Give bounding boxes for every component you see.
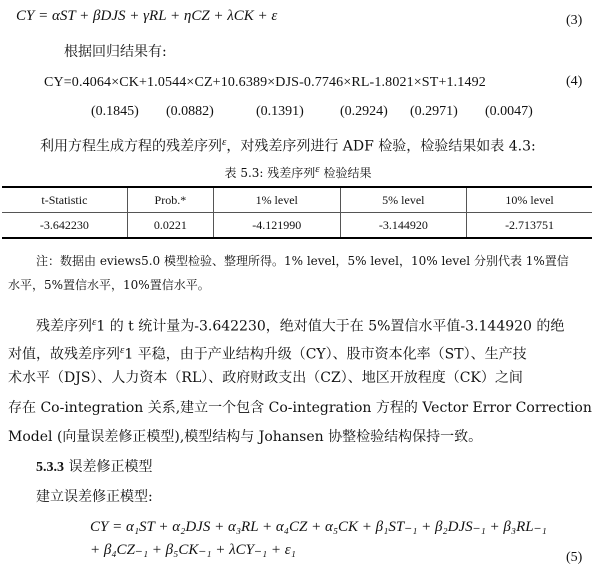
paragraph-residual-line-5: Model (向量误差修正模型),模型结构与 Johansen 协整检验结构保持一致。	[8, 429, 483, 445]
header-cell: 5% level	[340, 187, 467, 213]
table-row	[2, 213, 592, 239]
section-title: 误差修正模型	[68, 459, 153, 475]
text: 1 的 t 统计量为-3.642230，绝对值大于在 5%置信水平值-3.144920 的绝	[96, 318, 565, 335]
header-cell: 10% level	[467, 187, 592, 213]
paragraph-adf-intro	[40, 133, 536, 156]
table-caption	[0, 163, 596, 181]
epsilon-symbol: ε	[92, 316, 97, 328]
epsilon-symbol: ε	[315, 163, 320, 175]
value-cell: -4.121990	[213, 213, 340, 239]
std-error: (0.2924)	[340, 104, 388, 119]
text: ，对残差序列进行 ADF 检验，检验结果如表 4.3:	[226, 138, 536, 155]
equation-5-line-1: CY = α₁ST + α₂DJS + α₃RL + α₄CZ + α₅CK + β₁ST₋₁ + β₂DJS₋₁ + β₃RL₋₁	[90, 519, 547, 535]
value-cell: -3.642230	[2, 213, 127, 239]
equation-4: CY=0.4064×CK+1.0544×CZ+10.6389×DJS-0.7746×RL-1.8021×ST+1.1492	[44, 75, 486, 90]
equation-5-line-2: + β₄CZ₋₁ + β₅CK₋₁ + λCY₋₁ + ε₁	[90, 542, 296, 558]
std-error: (0.0882)	[166, 104, 214, 119]
paragraph-residual-line-4: 存在 Co-integration 关系,建立一个包含 Co-integration 方程的 Vector Error Correction	[8, 400, 592, 416]
text: 残差序列	[36, 318, 92, 335]
header-cell: 1% level	[213, 187, 340, 213]
table-header-row	[2, 187, 592, 213]
table-note-line-1: 注：数据由 eviews5.0 模型检验、整理所得。1% level，5% level，10% level 分别代表 1%置信	[36, 254, 569, 268]
epsilon-symbol: ε	[222, 136, 227, 148]
std-error: (0.1845)	[91, 104, 139, 119]
std-error: (0.0047)	[485, 104, 533, 119]
section-heading	[36, 458, 152, 477]
header-cell: Prob.*	[127, 187, 213, 213]
text: 1 平稳，由于产业结构升级（CY）、股市资本化率（ST）、生产技	[124, 346, 527, 363]
value-cell: -3.144920	[340, 213, 467, 239]
section-number: 5.3.3	[36, 460, 64, 475]
build-model-text: 建立误差修正模型:	[36, 489, 153, 505]
value-cell: -2.713751	[467, 213, 592, 239]
std-error: (0.2971)	[410, 104, 458, 119]
epsilon-symbol: ε	[120, 344, 125, 356]
caption-text: 表 5.3: 残差序列	[224, 166, 316, 180]
intro-result-text: 根据回归结果有:	[64, 44, 167, 60]
paragraph-residual-line-1	[36, 313, 564, 336]
header-cell: t-Statistic	[2, 187, 127, 213]
paragraph-residual-line-2	[8, 341, 527, 364]
paragraph-residual-line-3: 术水平（DJS）、人力资本（RL）、政府财政支出（CZ）、地区开放程度（CK）之间	[8, 370, 523, 386]
text: 利用方程生成方程的残差序列	[40, 138, 222, 155]
equation-3-number: (3)	[566, 13, 583, 28]
text: 对值，故残差序列	[8, 346, 120, 363]
equation-4-number: (4)	[566, 74, 583, 89]
equation-3: CY = αST + βDJS + γRL + ηCZ + λCK + ε	[16, 8, 278, 24]
equation-5-number: (5)	[566, 550, 583, 565]
table-note-line-2: 水平，5%置信水平，10%置信水平。	[8, 278, 210, 292]
std-error: (0.1391)	[256, 104, 304, 119]
adf-results-table	[2, 186, 592, 239]
caption-text: 检验结果	[319, 166, 372, 180]
value-cell: 0.0221	[127, 213, 213, 239]
